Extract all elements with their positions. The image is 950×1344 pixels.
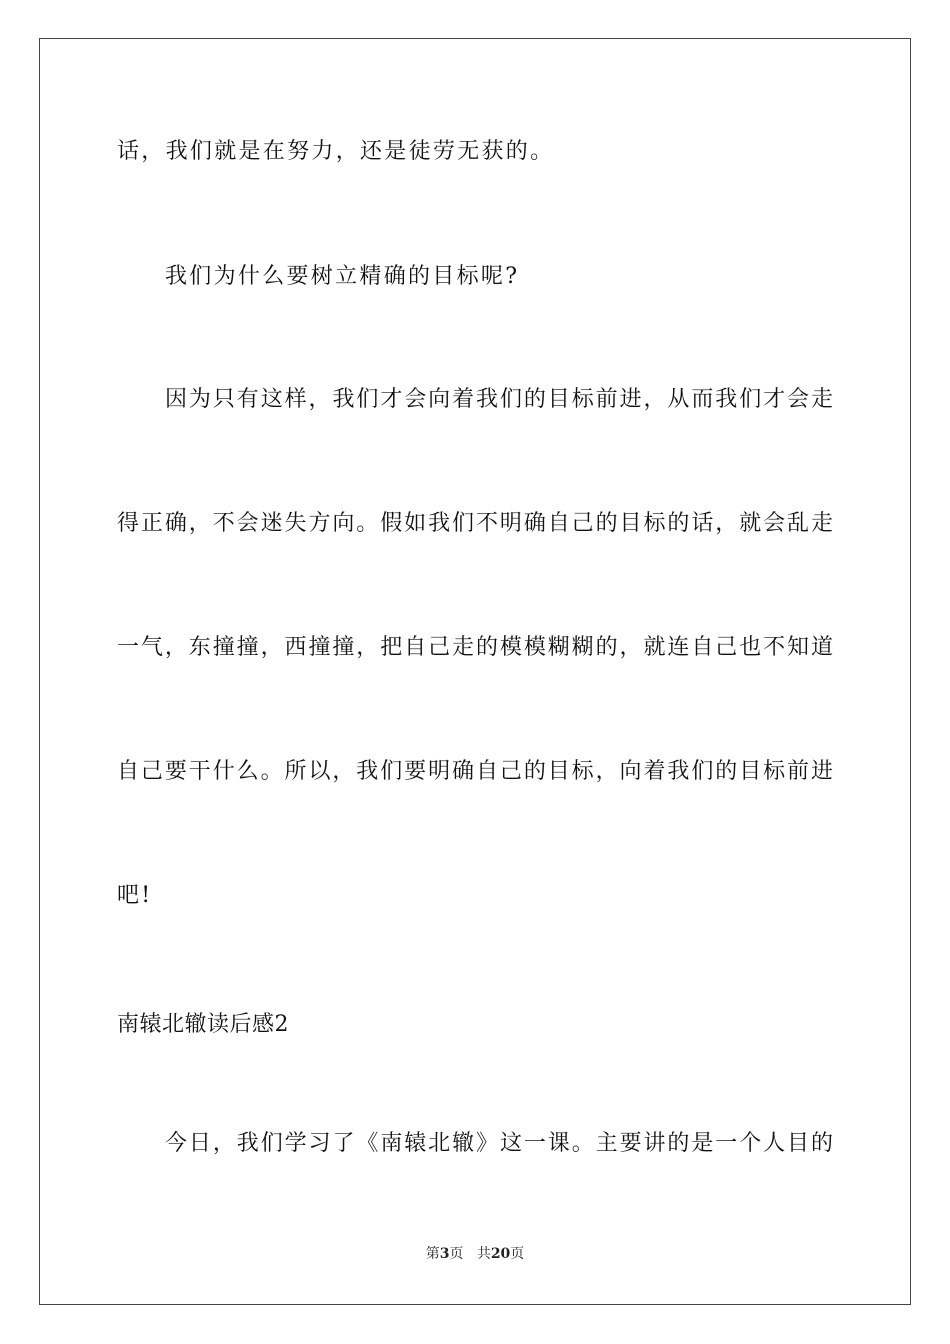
page-prefix: 第 [425, 1246, 440, 1262]
page-footer [0, 1245, 950, 1263]
paragraph-line: 我们为什么要树立精确的目标呢? [165, 264, 520, 289]
page-suffix: 页 [449, 1246, 464, 1262]
section-heading: 南辕北辙读后感2 [117, 1012, 289, 1037]
paragraph-line: 今日，我们学习了《南辕北辙》这一课。主要讲的是一个人目的 [165, 1131, 833, 1156]
total-pages: 20 [490, 1246, 511, 1262]
paragraph-line: 吧! [117, 883, 153, 908]
page-frame [39, 38, 911, 1305]
paragraph-line: 话，我们就是在努力，还是徒劳无获的。 [117, 139, 555, 164]
paragraph-line: 自己要干什么。所以，我们要明确自己的目标，向着我们的目标前进 [117, 759, 833, 784]
page-number: 3 [439, 1246, 450, 1262]
paragraph-line: 得正确，不会迷失方向。假如我们不明确自己的目标的话，就会乱走 [117, 511, 833, 536]
paragraph-line: 因为只有这样，我们才会向着我们的目标前进，从而我们才会走 [165, 387, 833, 412]
total-prefix: 共 [476, 1246, 491, 1262]
paragraph-line: 一气，东撞撞，西撞撞，把自己走的模模糊糊的，就连自己也不知道 [117, 635, 833, 660]
total-suffix: 页 [510, 1246, 525, 1262]
